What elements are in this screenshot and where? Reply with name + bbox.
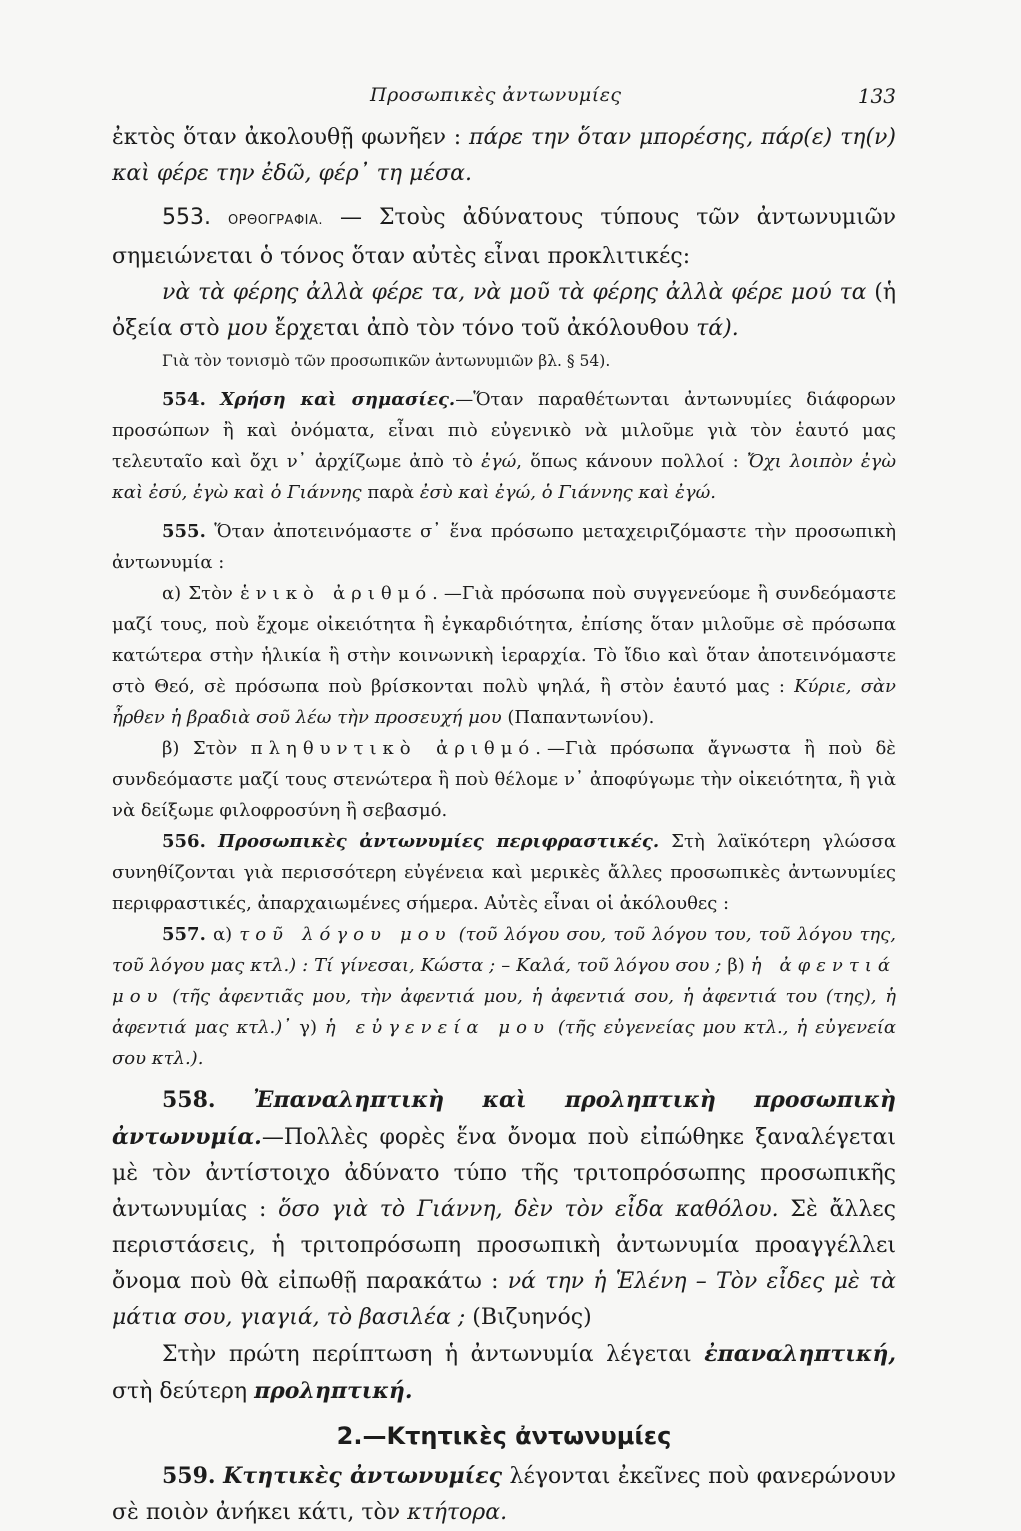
text: —Γιὰ πρόσωπα ποὺ συγγενεύομε ἢ συνδεόμαστε μαζί τους, ποὺ ἔχομε οἰκειότητα ἢ ἐγκαρδιότητα, ἐπίσης ὅταν μιλοῦμε σὲ πρόσωπα κατώτερα στὴν ἡλικία ἢ στὴν κοινωνικὴ ἱεραρχία. Τὸ ἴδιο καὶ ὅταν ἀποτεινόμαστε στὸ Θεό, σὲ πρόσωπα ποὺ βρίσκονται πολὺ ψηλά, ἢ στὸν ἑαυτό μας :: [112, 583, 897, 697]
section-553: [112, 200, 896, 275]
section-heading: 2.—Κτητικὲς ἀντωνυμίες: [336, 1422, 672, 1450]
example-text: Τί γίνεσαι, Κώστα ; – Καλά, τοῦ λόγου σου ;: [314, 955, 722, 976]
section-553-note: Γιὰ τὸν τονισμὸ τῶν προσωπικῶν ἀντωνυμιῶν βλ. § 54).: [162, 352, 611, 370]
example-text: ὅσο γιὰ τὸ Γιάννη, δὲν τὸν εἶδα καθόλου.: [278, 1197, 779, 1222]
source: (Βιζυηνός): [465, 1305, 592, 1330]
item-label: γ): [291, 1017, 325, 1038]
text: Σὲ ἄλλες περιστάσεις, ἡ τριτοπρόσωπη προσωπικὴ ἀντωνυμία προαγγέλλει ὄνομα ποὺ θὰ εἰπωθῇ παρακάτω :: [112, 1197, 896, 1294]
text: Στὴ λαϊκότερη γλώσσα συνηθίζονται γιὰ περισσότερη εὐγένεια καὶ μερικὲς ἄλλες προσωπικὲς ἀντωνυμίες περιφραστικές, ἀπαρχαιωμένες σήμερα. Αὐτὲς εἶναι οἱ ἀκόλουθες :: [112, 831, 896, 914]
page-header: [112, 84, 896, 114]
section-number: 556.: [162, 831, 206, 852]
section-553-examples: [112, 275, 896, 347]
text: Στὴν πρώτη περίπτωση ἡ ἀντωνυμία λέγεται: [162, 1342, 705, 1367]
text: παρὰ: [361, 482, 420, 503]
text: —Πολλὲς φορὲς ἕνα ὄνομα ποὺ εἰπώθηκε ξαναλέγεται μὲ τὸν ἀντίστοιχο ἀδύνατο τύπο τῆς τριτοπρόσωπης προσωπικῆς ἀντωνυμίας :: [112, 1125, 896, 1222]
spaced-term: πληθυντικὸ ἀριθμό.: [250, 738, 547, 759]
text: — Στοὺς ἀδύνατους τύπους τῶν ἀντωνυμιῶν σημειώνεται ὁ τόνος ὅταν αὐτὲς εἶναι προκλιτικές:: [112, 205, 896, 269]
spaced-term: τοῦ λόγου μου: [239, 924, 452, 945]
spaced-term: ἑνικὸ ἀριθμό.: [240, 583, 444, 604]
section-label: ΟΡΘΟΓΡΑΦΙΑ.: [227, 213, 324, 228]
quote: Κύριε, σὰν ἦρθεν ἡ βραδιὰ σοῦ λέω τὴν προσευχή μου: [112, 676, 896, 728]
text: (τοῦ λόγου σου, τοῦ λόγου του, τοῦ λόγου της, τοῦ λόγου μας κτλ.) :: [112, 924, 896, 976]
section-557: [112, 919, 896, 1074]
item-label: α): [205, 924, 240, 945]
section-559: [112, 1458, 896, 1531]
text: (τῆς εὐγενείας μου κτλ., ἡ εὐγενεία σου κτλ.).: [112, 1017, 896, 1069]
section-title: Προσωπικὲς ἀντωνυμίες περιφραστικές.: [218, 831, 660, 852]
section-number: 554.: [162, 389, 206, 410]
book-page: [112, 84, 896, 1531]
section-554: [112, 384, 896, 508]
section-558-conclusion: [112, 1336, 896, 1410]
section-555: [112, 516, 896, 578]
section-555-b: [112, 733, 896, 826]
term: κτήτορα.: [407, 1500, 508, 1525]
text: ἔρχεται ἀπὸ τὸν τόνο τοῦ ἀκόλουθου: [267, 316, 697, 341]
text: λέγονται ἐκεῖνες ποὺ φανερώνουν σὲ ποιὸν ἀνήκει κάτι, τὸν: [112, 1464, 896, 1525]
text: ἐκτὸς ὅταν ἀκολουθῇ φωνῆεν :: [112, 125, 470, 150]
example-text: τά).: [696, 316, 739, 341]
section-556: [112, 826, 896, 919]
text: Ὅταν ἀποτεινόμαστε σ᾿ ἕνα πρόσωπο μεταχειριζόμαστε τὴν προσωπικὴ ἀντωνυμία :: [112, 521, 896, 573]
section-number: 559.: [162, 1463, 216, 1489]
text: στὴ δεύτερη: [112, 1379, 255, 1404]
section-number: 555.: [162, 521, 206, 542]
item-label: β): [721, 955, 751, 976]
example-text: νά την ἡ Ἑλένη – Τὸν εἶδες μὲ τὰ μάτια σου, γιαγιά, τὸ βασιλέα ;: [112, 1269, 896, 1330]
running-title: Προσωπικὲς ἀντωνυμίες: [370, 84, 622, 106]
section-555-a: [112, 578, 896, 733]
example-text: πάρε την ὅταν μπορέσης, πάρ(ε) τη(ν) καὶ φέρε την ἐδῶ, φέρ᾿ τη μέσα.: [112, 125, 896, 186]
page-number: 133: [857, 84, 896, 108]
section-title: Χρήση καὶ σημασίες.: [220, 389, 456, 410]
source: (Παπαντωνίου).: [501, 707, 655, 728]
section-title: Ἐπαναληπτικὴ καὶ προληπτικὴ προσωπικὴ ἀντωνυμία.: [112, 1087, 896, 1150]
paragraph-continuation: [112, 120, 896, 192]
section-number: 557.: [162, 924, 206, 945]
term: ἐπαναληπτική,: [704, 1341, 896, 1367]
example-text: ἐσὺ καὶ ἐγώ, ὁ Γιάννης καὶ ἐγώ.: [419, 482, 716, 503]
item-label: α) Στὸν: [162, 583, 241, 604]
text: (τῆς ἀφεντιᾶς μου, τὴν ἀφεντιά μου, ἡ ἀφεντιά σου, ἡ ἀφεντιά του (της), ἡ ἀφεντιά μας κτλ.)᾿: [112, 986, 896, 1038]
section-number: 558.: [162, 1087, 216, 1113]
section-number: 553.: [162, 205, 211, 230]
term: προληπτική.: [254, 1378, 413, 1404]
example-text: μου: [226, 316, 268, 341]
example-text: νὰ τὰ φέρης ἀλλὰ φέρε τα, νὰ μοῦ τὰ φέρης ἀλλὰ φέρε μού τα: [162, 280, 867, 305]
section-title: Κτητικὲς ἀντωνυμίες: [223, 1463, 502, 1489]
text: , ὅπως κάνουν πολλοί :: [516, 451, 747, 472]
section-558: [112, 1082, 896, 1336]
spaced-term: ἡ εὐγενεία μου: [324, 1017, 550, 1038]
text: —Ὅταν παραθέτωνται ἀντωνυμίες διάφορων προσώπων ἢ καὶ ὀνόματα, εἶναι πιὸ εὐγενικὸ νὰ μιλοῦμε γιὰ τὸν ἑαυτό μας τελευταῖο καὶ ὄχι ν᾿ ἀρχίζωμε ἀπὸ τὸ: [112, 389, 896, 472]
example-text: ἐγώ: [481, 451, 517, 472]
example-text: Ὄχι λοιπὸν ἐγὼ καὶ ἐσύ, ἐγὼ καὶ ὁ Γιάννης: [112, 451, 896, 503]
item-label: β) Στὸν: [162, 738, 251, 759]
spaced-term: ἡ ἀφεντιά μου: [112, 955, 897, 1007]
text: (ἡ ὀξεία στὸ: [112, 280, 896, 341]
text: —Γιὰ πρόσωπα ἄγνωστα ἢ ποὺ δὲ συνδεόμαστε μαζί τους στενώτερα ἢ ποὺ θέλομε ν᾿ ἀποφύγωμε τὴν οἰκειότητα, ἢ γιὰ νὰ δείξωμε φιλοφροσύνη ἢ σεβασμό.: [112, 738, 896, 821]
